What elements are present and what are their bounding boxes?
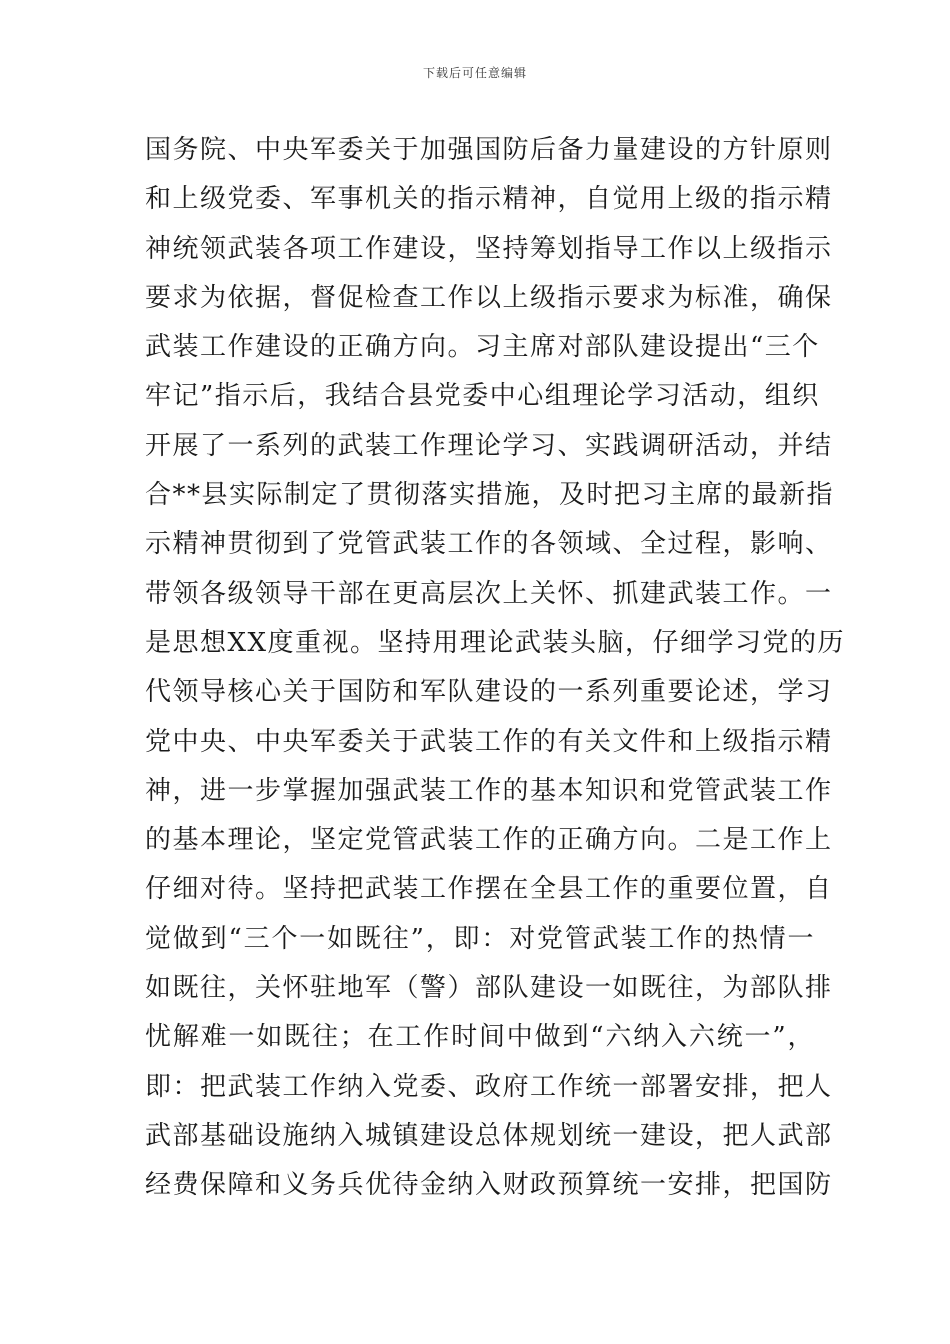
text-line: 要求为依据，督促检查工作以上级指示要求为标准，确保 (145, 282, 833, 313)
text-line: 示精神贯彻到了党管武装工作的各领域、全过程，影响、 (145, 529, 833, 560)
text-line: 和上级党委、军事机关的指示精神，自觉用上级的指示精 (145, 184, 833, 215)
text-line: 武装工作建设的正确方向。习主席对部队建设提出“三个 (145, 332, 820, 363)
text-line: 合**县实际制定了贯彻落实措施，及时把习主席的最新指 (145, 480, 835, 511)
text-line: 是思想XX度重视。坚持用理论武装头脑，仔细学习党的历 (145, 627, 846, 658)
text-line: 开展了一系列的武装工作理论学习、实践调研活动，并结 (145, 430, 833, 461)
text-line: 神，进一步掌握加强武装工作的基本知识和党管武装工作 (145, 775, 833, 806)
text-line: 国务院、中央军委关于加强国防后备力量建设的方针原则 (145, 135, 833, 165)
text-line: 牢记”指示后，我结合县党委中心组理论学习活动，组织 (145, 381, 820, 412)
text-line: 的基本理论，坚定党管武装工作的正确方向。二是工作上 (145, 825, 833, 856)
body-paragraph (145, 126, 846, 1211)
text-line: 代领导核心关于国防和军队建设的一系列重要论述，学习 (145, 677, 833, 708)
text-line: 仔细对待。坚持把武装工作摆在全县工作的重要位置，自 (145, 874, 833, 905)
text-line: 神统领武装各项工作建设，坚持筹划指导工作以上级指示 (145, 233, 833, 264)
text-line: 带领各级领导干部在更高层次上关怀、抓建武装工作。一 (145, 578, 833, 609)
text-line: 武部基础设施纳入城镇建设总体规划统一建设，把人武部 (145, 1120, 833, 1151)
text-line: 觉做到“三个一如既往”，即：对党管武装工作的热情一 (145, 923, 815, 954)
page-header: 下载后可任意编辑 (422, 66, 527, 80)
text-line: 即：把武装工作纳入党委、政府工作统一部署安排，把人 (145, 1071, 833, 1102)
text-line: 党中央、中央军委关于武装工作的有关文件和上级指示精 (145, 726, 833, 757)
text-line: 如既往，关怀驻地军（警）部队建设一如既往，为部队排 (145, 973, 833, 1004)
text-line: 忧解难一如既往；在工作时间中做到“六纳入六统一”， (145, 1022, 815, 1053)
text-line: 经费保障和义务兵优待金纳入财政预算统一安排，把国防 (145, 1170, 833, 1201)
